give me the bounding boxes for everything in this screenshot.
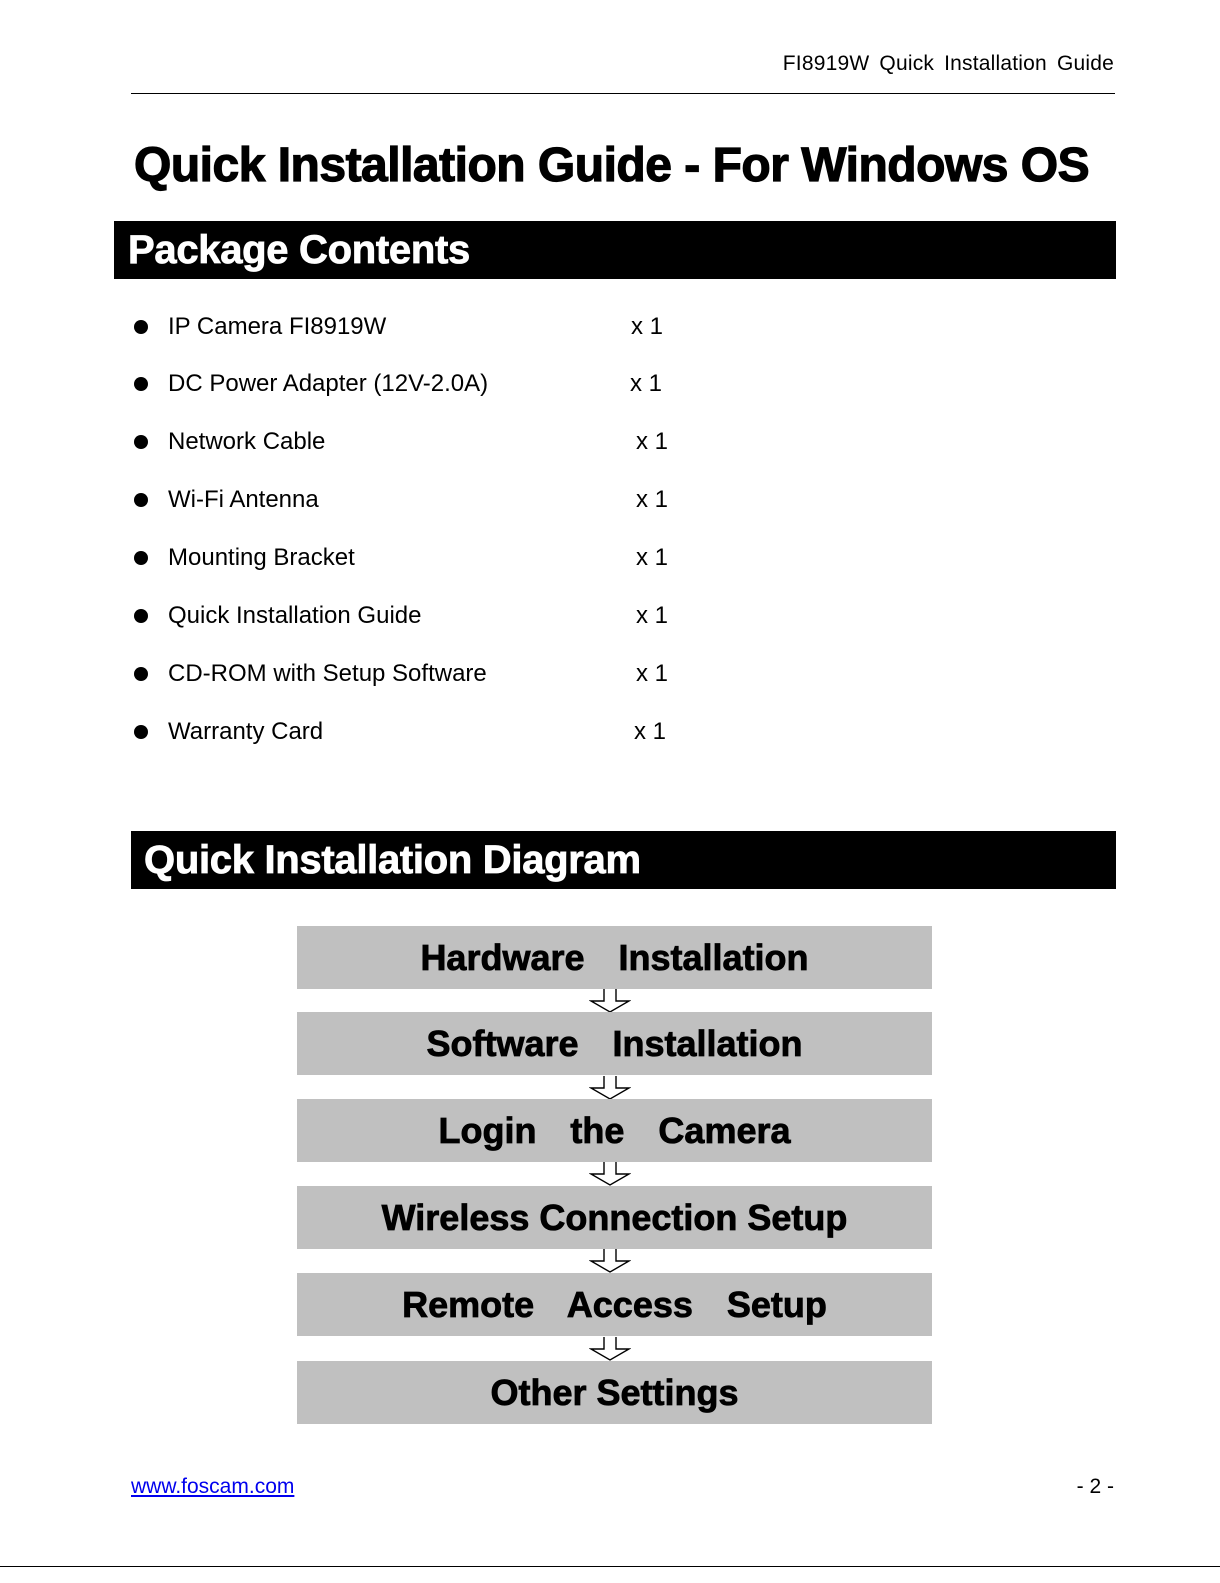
bottom-divider [0,1566,1220,1567]
item-quantity: x 1 [631,313,664,340]
item-quantity: x 1 [630,370,663,397]
flow-step-remote-access: Remote Access Setup [297,1273,932,1336]
down-arrow-icon [589,1076,631,1100]
down-arrow-icon [589,1337,631,1361]
bullet-icon [134,551,148,565]
item-quantity: x 1 [636,544,669,571]
item-name: DC Power Adapter (12V-2.0A) [168,370,489,397]
page-title: Quick Installation Guide - For Windows OS [134,139,1090,192]
page-number: - 2 - [1076,1475,1114,1498]
item-quantity: x 1 [636,428,669,455]
package-contents-heading: Package Contents [114,221,1116,279]
flow-step-wireless-setup: Wireless Connection Setup [297,1186,932,1249]
running-header: FI8919W Quick Installation Guide [782,52,1114,75]
item-name: Mounting Bracket [168,544,355,571]
bullet-icon [134,435,148,449]
item-quantity: x 1 [634,718,667,745]
bullet-icon [134,725,148,739]
item-quantity: x 1 [636,660,669,687]
item-name: CD-ROM with Setup Software [168,660,487,687]
foscam-website-link[interactable]: www.foscam.com [131,1475,295,1498]
down-arrow-icon [589,1162,631,1186]
flow-step-hardware-installation: Hardware Installation [297,926,932,989]
bullet-icon [134,609,148,623]
bullet-icon [134,667,148,681]
item-name: Quick Installation Guide [168,602,422,629]
item-name: Wi-Fi Antenna [168,486,319,513]
bullet-icon [134,320,148,334]
installation-diagram-heading: Quick Installation Diagram [131,831,1116,889]
item-quantity: x 1 [636,602,669,629]
flow-step-software-installation: Software Installation [297,1012,932,1075]
item-name: Network Cable [168,428,326,455]
item-name: Warranty Card [168,718,324,745]
header-divider [131,93,1115,94]
bullet-icon [134,493,148,507]
down-arrow-icon [589,1249,631,1273]
item-name: IP Camera FI8919W [168,313,387,340]
item-quantity: x 1 [636,486,669,513]
flow-step-login-camera: Login the Camera [297,1099,932,1162]
down-arrow-icon [589,989,631,1013]
bullet-icon [134,377,148,391]
flow-step-other-settings: Other Settings [297,1361,932,1424]
